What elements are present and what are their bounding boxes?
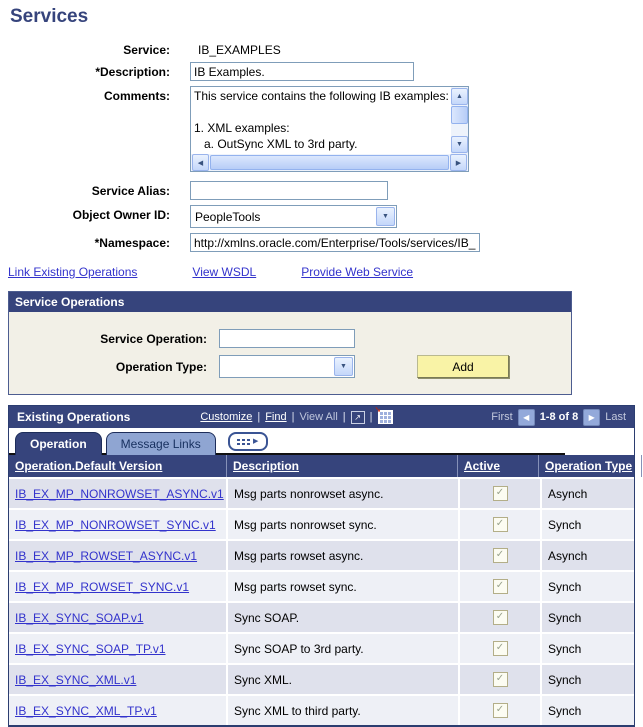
tab-message-links[interactable]: Message Links xyxy=(106,432,216,455)
active-cell xyxy=(460,603,542,632)
description-cell: Msg parts rowset async. xyxy=(228,541,460,570)
service-label: Service: xyxy=(123,43,170,57)
column-header-active xyxy=(458,455,539,477)
description-cell: Msg parts rowset sync. xyxy=(228,572,460,601)
description-row xyxy=(0,62,643,81)
operation-cell xyxy=(9,510,228,539)
service-alias-input[interactable] xyxy=(190,181,388,200)
operation-link[interactable]: IB_EX_SYNC_XML_TP.v1 xyxy=(15,703,157,718)
scroll-track[interactable] xyxy=(210,155,449,170)
column-header-operation xyxy=(9,455,227,477)
active-checkbox: ✓ xyxy=(493,486,508,501)
active-cell xyxy=(460,510,542,539)
action-links xyxy=(8,265,643,279)
object-owner-label: Object Owner ID: xyxy=(72,208,170,222)
last-link: Last xyxy=(605,411,626,423)
operation-cell xyxy=(9,696,228,725)
grid-dashes-icon xyxy=(237,439,251,445)
column-header-type xyxy=(539,455,642,477)
operation-type-cell: Synch xyxy=(542,696,643,725)
description-input[interactable] xyxy=(190,62,414,81)
table-row xyxy=(9,508,634,539)
separator: | xyxy=(291,411,295,423)
comments-row xyxy=(0,86,643,172)
comments-textarea[interactable] xyxy=(190,86,469,172)
grid-tabstrip xyxy=(9,428,634,455)
customize-link[interactable]: Customize xyxy=(200,411,253,423)
namespace-label: *Namespace: xyxy=(94,236,170,250)
operation-cell xyxy=(9,479,228,508)
view-all-link: View All xyxy=(299,411,338,423)
table-row xyxy=(9,632,634,663)
operation-type-cell: Synch xyxy=(542,634,643,663)
first-link: First xyxy=(491,411,513,423)
comments-line: This service contains the following IB examples: xyxy=(194,89,449,103)
operation-link[interactable]: IB_EX_SYNC_SOAP_TP.v1 xyxy=(15,641,166,656)
scroll-right-icon[interactable]: ▶ xyxy=(450,154,467,171)
active-checkbox: ✓ xyxy=(493,703,508,718)
comments-line: a. OutSync XML to 3rd party. xyxy=(194,137,358,151)
operation-link[interactable]: IB_EX_MP_NONROWSET_SYNC.v1 xyxy=(15,517,216,532)
scroll-down-icon[interactable]: ▼ xyxy=(451,136,468,153)
object-owner-row xyxy=(0,205,643,228)
table-row xyxy=(9,601,634,632)
active-checkbox: ✓ xyxy=(493,610,508,625)
sort-type-link[interactable]: Operation Type xyxy=(545,459,633,473)
operation-type-cell: Synch xyxy=(542,510,643,539)
operation-link[interactable]: IB_EX_MP_ROWSET_SYNC.v1 xyxy=(15,579,190,594)
separator: | xyxy=(342,411,346,423)
active-cell xyxy=(460,541,542,570)
chevron-down-icon[interactable]: ▼ xyxy=(334,357,353,376)
active-cell xyxy=(460,696,542,725)
grid-title-bar xyxy=(9,406,634,428)
operation-link[interactable]: IB_EX_SYNC_SOAP.v1 xyxy=(15,610,144,625)
sort-description-link[interactable]: Description xyxy=(233,459,300,473)
separator: | xyxy=(257,411,261,423)
service-operation-input[interactable] xyxy=(219,329,355,348)
table-row xyxy=(9,663,634,694)
description-cell: Sync XML. xyxy=(228,665,460,694)
operation-type-cell: Asynch xyxy=(542,541,643,570)
next-page-icon[interactable]: ▶ xyxy=(583,409,600,426)
object-owner-select[interactable] xyxy=(190,205,397,228)
service-alias-label: Service Alias: xyxy=(91,184,170,198)
sort-active-link[interactable]: Active xyxy=(464,459,501,473)
active-cell xyxy=(460,479,542,508)
active-checkbox: ✓ xyxy=(493,579,508,594)
horizontal-scrollbar[interactable] xyxy=(191,154,468,171)
provide-web-service-link[interactable]: Provide Web Service xyxy=(301,265,414,279)
show-all-columns-icon[interactable] xyxy=(228,432,268,451)
comments-line xyxy=(194,104,448,120)
page-range: 1-8 of 8 xyxy=(539,411,579,423)
active-checkbox: ✓ xyxy=(493,641,508,656)
active-cell xyxy=(460,572,542,601)
description-cell: Msg parts nonrowset async. xyxy=(228,479,460,508)
download-to-excel-icon[interactable] xyxy=(378,410,393,424)
active-checkbox: ✓ xyxy=(493,672,508,687)
active-cell xyxy=(460,665,542,694)
comments-line: 1. XML examples: xyxy=(194,121,290,135)
page-title: Services xyxy=(10,6,89,27)
table-row xyxy=(9,477,634,508)
object-owner-value: PeopleTools xyxy=(195,209,261,224)
horizontal-scroll-thumb[interactable] xyxy=(210,155,449,170)
description-cell: Msg parts nonrowset sync. xyxy=(228,510,460,539)
operation-cell xyxy=(9,541,228,570)
operation-link[interactable]: IB_EX_MP_NONROWSET_ASYNC.v1 xyxy=(15,486,224,501)
link-existing-operations-link[interactable]: Link Existing Operations xyxy=(8,265,138,279)
service-operations-panel xyxy=(8,291,572,395)
scroll-left-icon[interactable]: ◀ xyxy=(192,154,209,171)
service-value: IB_EXAMPLES xyxy=(198,43,281,57)
operation-type-row xyxy=(9,355,571,378)
service-operation-label: Service Operation: xyxy=(100,331,207,346)
previous-page-icon[interactable]: ◀ xyxy=(518,409,535,426)
chevron-down-icon[interactable]: ▼ xyxy=(376,207,395,226)
namespace-input[interactable] xyxy=(190,233,480,252)
service-operation-row xyxy=(9,329,571,348)
operation-type-cell: Synch xyxy=(542,603,643,632)
description-cell: Sync XML to third party. xyxy=(228,696,460,725)
namespace-row xyxy=(0,233,643,252)
operation-type-select[interactable] xyxy=(219,355,355,378)
table-row xyxy=(9,694,634,725)
grid-toolbar xyxy=(200,410,392,424)
table-row xyxy=(9,570,634,601)
operation-link[interactable]: IB_EX_SYNC_XML.v1 xyxy=(15,672,137,687)
service-alias-row xyxy=(0,181,643,200)
description-cell: Sync SOAP. xyxy=(228,603,460,632)
active-checkbox: ✓ xyxy=(493,517,508,532)
comments-text[interactable] xyxy=(191,87,451,154)
operation-cell xyxy=(9,665,228,694)
operation-link[interactable]: IB_EX_MP_ROWSET_ASYNC.v1 xyxy=(15,548,198,563)
operation-type-cell: Synch xyxy=(542,665,643,694)
service-operations-header: Service Operations xyxy=(9,292,571,312)
operation-cell xyxy=(9,603,228,632)
services-form xyxy=(0,40,643,252)
arrow-right-icon: ▶ xyxy=(253,438,259,445)
view-wsdl-link[interactable]: View WSDL xyxy=(192,265,257,279)
vertical-scrollbar[interactable] xyxy=(451,87,468,154)
find-link[interactable]: Find xyxy=(265,411,287,423)
service-row xyxy=(0,40,643,57)
comments-label: Comments: xyxy=(103,89,170,103)
scroll-up-icon[interactable]: ▲ xyxy=(451,88,468,105)
sort-operation-link[interactable]: Operation.Default Version xyxy=(15,459,163,473)
existing-operations-grid xyxy=(8,405,635,727)
vertical-scroll-thumb[interactable] xyxy=(451,106,468,124)
add-button[interactable]: Add xyxy=(417,355,509,378)
operation-type-cell: Asynch xyxy=(542,479,643,508)
zoom-grid-icon[interactable]: ↗ xyxy=(351,411,365,424)
description-label: *Description: xyxy=(95,65,170,79)
column-header-description xyxy=(227,455,458,477)
separator: | xyxy=(369,411,373,423)
tab-operation[interactable]: Operation xyxy=(15,432,102,455)
active-checkbox: ✓ xyxy=(493,548,508,563)
grid-paging xyxy=(491,409,626,426)
operations-table-body xyxy=(9,477,634,725)
operation-type-label: Operation Type: xyxy=(115,359,207,374)
grid-title: Existing Operations xyxy=(17,410,131,424)
description-cell: Sync SOAP to 3rd party. xyxy=(228,634,460,663)
grid-header-row xyxy=(9,455,634,477)
table-row xyxy=(9,539,634,570)
operation-type-cell: Synch xyxy=(542,572,643,601)
operation-cell xyxy=(9,572,228,601)
